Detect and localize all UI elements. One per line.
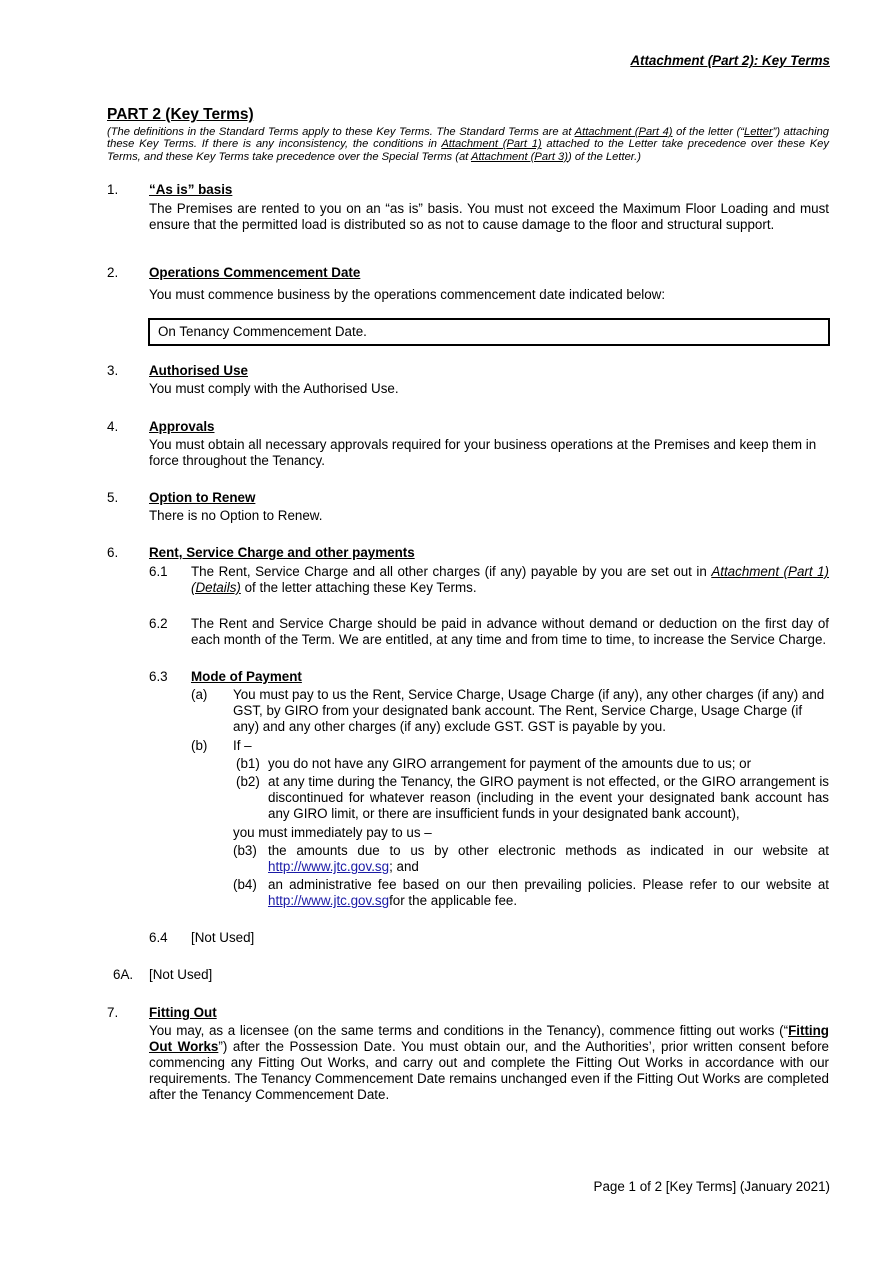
clause-a-label: (a) (191, 687, 208, 702)
section-1-title: “As is” basis (149, 182, 233, 197)
clause-6-3-number: 6.3 (149, 669, 168, 684)
clause-6-2-number: 6.2 (149, 616, 168, 631)
clause-b3-label: (b3) (233, 843, 257, 858)
section-3-text: You must comply with the Authorised Use. (149, 381, 399, 396)
clause-b1-text: you do not have any GIRO arrangement for payment of the amounts due to us; or (268, 756, 752, 771)
header-title: Attachment (Part 2): Key Terms (630, 53, 830, 68)
page-title: PART 2 (Key Terms) (107, 106, 254, 123)
clause-b3-text: the amounts due to us by other electronic methods as indicated in our website at http://www.jtc.gov.sg; and (268, 843, 829, 874)
fitting-out-works-term: Fitting Out Works (149, 1023, 829, 1054)
section-2-text: You must commence business by the operations commencement date indicated below: (149, 287, 666, 302)
section-3-number: 3. (107, 363, 119, 378)
operations-commencement-value: On Tenancy Commencement Date. (158, 324, 367, 339)
ref-attachment-part-1: Attachment (Part 1) (441, 138, 542, 151)
section-6a-number: 6A. (113, 967, 134, 982)
clause-then-text: you must immediately pay to us – (233, 825, 432, 840)
section-6-number: 6. (107, 545, 119, 560)
section-5-number: 5. (107, 490, 119, 505)
section-2-number: 2. (107, 265, 119, 280)
section-5-title: Option to Renew (149, 490, 256, 505)
intro-paragraph: (The definitions in the Standard Terms apply to these Key Terms. The Standard Terms are at Attachment (Part 4) of the letter (“Letter”) attaching these Key Terms. If there is any inconsistency, the conditions in Attachment (Part 1) attached to the Letter take precedence over these Key Terms, and these Key Terms take precedence over the Special Terms (at Attachment (Part 3)) of the Letter.) (107, 126, 830, 163)
clause-b1-label: (b1) (236, 756, 260, 771)
section-6a-text: [Not Used] (149, 967, 213, 982)
clause-b-label: (b) (191, 738, 208, 753)
clause-6-3-title: Mode of Payment (191, 669, 302, 684)
clause-6-4-text: [Not Used] (191, 930, 255, 945)
clause-6-2-text: The Rent and Service Charge should be paid in advance without demand or deduction on the first day of each month of the Term. We are entitled, at any time and from time to time, to increase the Service Charge. (191, 616, 829, 647)
ref-letter: Letter (743, 126, 773, 138)
clause-b-text: If – (233, 738, 252, 753)
page-footer: Page 1 of 2 [Key Terms] (January 2021) (593, 1179, 830, 1194)
section-4-text: You must obtain all necessary approvals required for your business operations at the Premises and keep them in force throughout the Tenancy. (149, 437, 817, 468)
clause-6-1-text: The Rent, Service Charge and all other charges (if any) payable by you are set out in Attachment (Part 1) (Details) of the letter attaching these Key Terms. (191, 564, 829, 595)
clause-b2-text: at any time during the Tenancy, the GIRO payment is not effected, or the GIRO arrangement is discontinued for whatever reason (including in the event your designated bank account has any GIRO limit, or there are insufficient funds in your designated bank account), (268, 774, 829, 821)
section-5-text: There is no Option to Renew. (149, 508, 323, 523)
section-7-title: Fitting Out (149, 1005, 217, 1020)
website-link[interactable]: http://www.jtc.gov.sg (268, 893, 390, 908)
ref-attachment-details: Attachment (Part 1) (Details) (191, 564, 829, 595)
section-6-title: Rent, Service Charge and other payments (149, 545, 415, 560)
section-3-title: Authorised Use (149, 363, 248, 378)
section-4-number: 4. (107, 419, 119, 434)
section-7-number: 7. (107, 1005, 119, 1020)
website-link[interactable]: http://www.jtc.gov.sg (268, 859, 390, 874)
ref-attachment-part-3: Attachment (Part 3) (470, 150, 568, 163)
clause-b4-text: an administrative fee based on our then prevailing policies. Please refer to our website at http://www.jtc.gov.sgfor the applicable fee. (268, 877, 829, 908)
section-1-text: The Premises are rented to you on an “as is” basis. You must not exceed the Maximum Floor Loading and must ensure that the permitted load is distributed so as not to cause damage to the floor and structural support. (149, 201, 829, 232)
clause-6-1-number: 6.1 (149, 564, 168, 579)
operations-commencement-box (148, 318, 830, 346)
ref-attachment-part-4: Attachment (Part 4) (574, 126, 673, 138)
section-4-title: Approvals (149, 419, 215, 434)
section-1-number: 1. (107, 182, 119, 197)
section-7-text: You may, as a licensee (on the same terms and conditions in the Tenancy), commence fitting out works (“Fitting Out Works”) after the Possession Date. You must obtain our, and the Authorities’, prior written consent before commencing any Fitting Out Works, and carry out and complete the Fitting Out Works in accordance with our requirements. The Tenancy Commencement Date remains unchanged even if the Fitting Out Works are completed after the Tenancy Commencement Date. (149, 1023, 829, 1102)
section-2-title: Operations Commencement Date (149, 265, 361, 280)
clause-b4-label: (b4) (233, 877, 257, 892)
clause-b2-label: (b2) (236, 774, 260, 789)
clause-6-4-number: 6.4 (149, 930, 168, 945)
clause-a-text: You must pay to us the Rent, Service Charge, Usage Charge (if any), any other charges (if any) and GST, by GIRO from your designated bank account. The Rent, Service Charge, Usage Charge (if any) and any other charges (if any) exclude GST. GST is payable by you. (233, 687, 825, 734)
